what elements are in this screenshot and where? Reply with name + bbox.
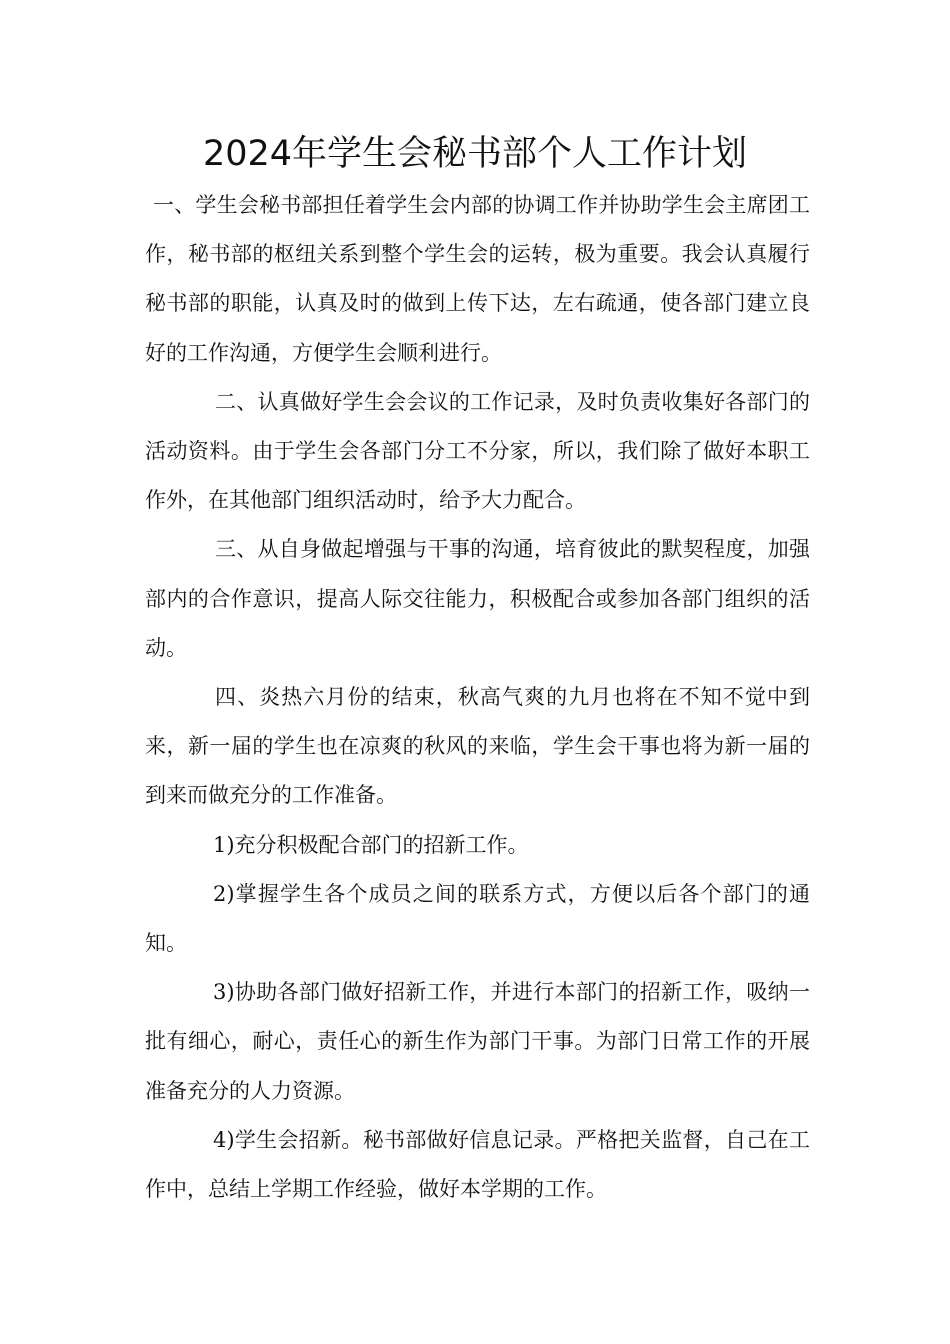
document-body: [145, 181, 810, 1214]
paragraph-2: 二、认真做好学生会会议的工作记录，及时负责收集好各部门的活动资料。由于学生会各部门分工不分家，所以，我们除了做好本职工作外，在其他部门组织活动时，给予大力配合。: [145, 389, 810, 513]
paragraph-1: 一、学生会秘书部担任着学生会内部的协调工作并协助学生会主席团工作，秘书部的枢纽关系到整个学生会的运转，极为重要。我会认真履行秘书部的职能，认真及时的做到上传下达，左右疏通，使各部门建立良好的工作沟通，方便学生会顺利进行。: [145, 193, 810, 365]
list-item-3: 3)协助各部门做好招新工作，并进行本部门的招新工作，吸纳一批有细心，耐心，责任心的新生作为部门干事。为部门日常工作的开展准备充分的人力资源。: [145, 980, 810, 1103]
list-item-1: 1)充分积极配合部门的招新工作。: [213, 832, 529, 857]
paragraph-4: 四、炎热六月份的结束，秋高气爽的九月也将在不知不觉中到来，新一届的学生也在凉爽的秋风的来临，学生会干事也将为新一届的到来而做充分的工作准备。: [145, 685, 810, 808]
list-item-4: 4)学生会招新。秘书部做好信息记录。严格把关监督，自己在工作中，总结上学期工作经验，做好本学期的工作。: [145, 1127, 810, 1202]
document-title: 2024年学生会秘书部个人工作计划: [202, 134, 748, 174]
paragraph-3: 三、从自身做起增强与干事的沟通，培育彼此的默契程度，加强部内的合作意识，提高人际交往能力，积极配合或参加各部门组织的活动。: [145, 537, 810, 660]
list-item-2: 2)掌握学生各个成员之间的联系方式，方便以后各个部门的通知。: [145, 881, 810, 956]
